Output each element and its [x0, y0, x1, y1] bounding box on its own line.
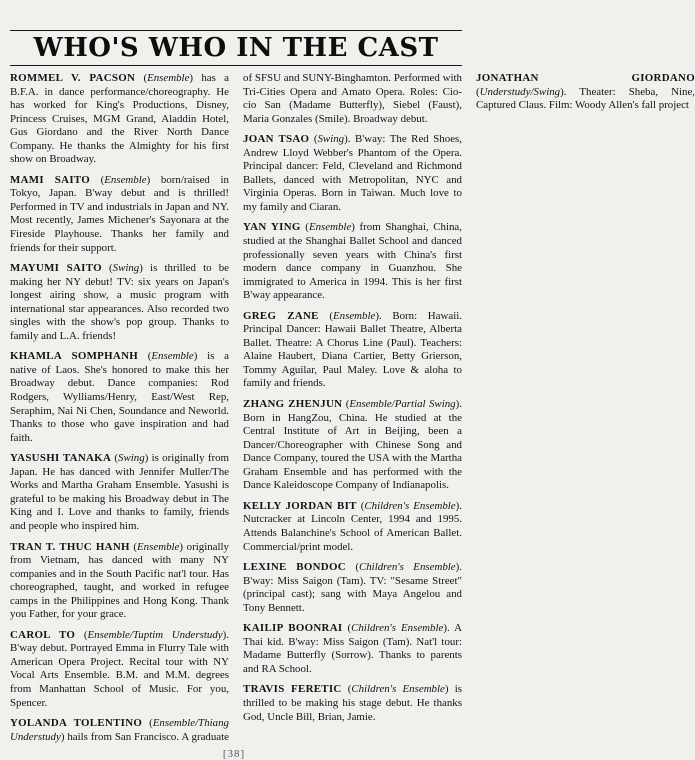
cast-bio-entry: YAN YING (Ensemble) from Shanghai, China, studied at the Shanghai Ballet School and danced professionally seven years with China's first modern dance company in Guanzhou. She immigrated to America in 1994. This is her first B'way appearance.: [243, 221, 462, 302]
cast-member-role: Ensemble: [104, 173, 147, 186]
cast-member-role: Ensemble: [147, 72, 190, 84]
cast-bio-entry: GREG ZANE (Ensemble). Born: Hawaii. Principal Dancer: Hawaii Ballet Theatre, Alberta Ballet. Theatre: A Chorus Line (Paul). Teachers: Alaine Haubert, Diana Cartier, Betty Grierson, Tommy Aguilar, Paul Maley. Love & aloha to family and friends.: [243, 309, 462, 390]
cast-member-bio: has a B.F.A. in dance performance/choreography. He has worked for King's Productions, Disney, Princess Cruises, MGM Grand, Aladdin Hotel, Gus Giordano and the River North Dance Company. He thanks the Almighty for his first show on Broadway.: [10, 72, 229, 166]
top-rule: [10, 30, 462, 31]
cast-member-role: Ensemble/Thiang Understudy: [10, 717, 229, 743]
cast-member-bio: . Nutcracker at Lincoln Center, 1994 and 1995. Attends Balanchine's School of American Ballet. Commercial/print model.: [243, 499, 462, 553]
cast-member-name: CAROL TO: [10, 628, 76, 641]
cast-member-bio: . Born: Hawaii. Principal Dancer: Hawaii Ballet Theatre, Alberta Ballet. Theatre: A Chorus Line (Paul). Teachers: Alaine Haubert, Diana Cartier, Betty Grierson, Tommy Aguilar, Paul Maley. Love & aloha to family and friends.: [243, 309, 462, 390]
cast-member-role: Children's Ensemble: [358, 561, 456, 574]
cast-member-bio: born/raised in Tokyo, Japan. B'way debut and is thrilled! Performed in TV and industrials in Japan and NY. Most recently, James Michener's Sayonara at the Fireside Playhouse. Thanks her family and friends for their support.: [10, 173, 229, 254]
cast-member-role: Swing: [112, 262, 140, 275]
cast-member-bio: is thrilled to be making his stage debut. He thanks God, Uncle Bill, Brian, Jamie.: [243, 683, 462, 723]
cast-member-name: KHAMLA SOMPHANH: [10, 350, 139, 363]
cast-member-role: Swing: [317, 133, 345, 146]
cast-bio-entry: ROMMEL V. PACSON (Ensemble) has a B.F.A. in dance performance/choreography. He has worked for King's Productions, Disney, Princess Cruises, MGM Grand, Aladdin Hotel, Gus Giordano and the River North Dance Company. He thanks the Almighty for his first show on Broadway.: [10, 72, 229, 166]
cast-member-role: Ensemble/Tuptim Understudy: [87, 628, 223, 641]
cast-bio-entry: KAILIP BOONRAI (Children's Ensemble). A Thai kid. B'way: Miss Saigon (Tam). Nat'l tour: Madame Butterfly (Sorrow). Thanks to parents and RA School.: [243, 622, 463, 675]
cast-member-name: YAN YING: [243, 221, 301, 234]
cast-member-bio: . B'way: Miss Saigon (Tam). TV: "Sesame Street"(principal cast); sang with Maya Angelou and Tony Bennett.: [243, 561, 463, 614]
cast-member-bio: . B'way debut. Portrayed Emma in Flurry Tale with American Opera Project. Recital tour with NY Vocal Arts Ensemble. B.M. and M.M. degrees from Manhattan School of Music. For you, Spencer.: [10, 628, 229, 709]
cast-bio-entry: YASUSHI TANAKA (Swing) is originally from Japan. He has danced with Jennifer Muller/The Works and Martha Graham Ensemble. Yasushi is grateful to be making his Broadway debut in The King and I. Love and thanks to family, friends and people who inspired him.: [10, 452, 229, 532]
cast-member-bio: . A Thai kid. B'way: Miss Saigon (Tam). Nat'l tour: Madame Butterfly (Sorrow). Thanks to parents and RA School.: [243, 622, 463, 675]
cast-member-name: YASUSHI TANAKA: [10, 452, 112, 465]
cast-member-role: Ensemble/Partial Swing: [349, 398, 456, 411]
cast-member-name: LEXINE BONDOC: [243, 561, 346, 574]
cast-member-name: ZHANG ZHENJUN: [243, 398, 343, 411]
cast-member-bio: . Theater: Sheba, Nine, Captured Claus. Film: Woody Allen's fall project: [476, 85, 695, 112]
cast-member-bio: . B'way: The Red Shoes, Andrew Lloyd Webber's Phantom of the Opera. Principal dancer: Feld, Cleveland and Richmond Ballets, danced with Metropolitan, NYC and Virginia Operas. Born in Taiwan. Much love to my family and Ciaran.: [243, 133, 462, 213]
cast-member-name: TRAVIS FERETIC: [243, 683, 342, 696]
cast-member-role: Ensemble: [137, 540, 180, 553]
bio-columns: [10, 72, 695, 746]
cast-member-role: Children's Ensemble: [351, 683, 445, 696]
cast-bio-entry: ZHANG ZHENJUN (Ensemble/Partial Swing). Born in HangZou, China. He studied at the Central Institute of Art in Beijing, been a Dancer/Choreographer with Chinese Song and Dance Company, toured the USA with the Martha Graham Ensemble and has performed with the Dance Kaleidoscope Company of Indianapolis.: [243, 398, 462, 492]
cast-member-name: KAILIP BOONRAI: [243, 622, 343, 635]
cast-member-name: ROMMEL V. PACSON: [10, 72, 136, 84]
cast-member-name: JONATHAN GIORDANO: [476, 72, 695, 84]
cast-member-bio: is thrilled to be making her NY debut! TV: six years on Japan's longest airing show, a music program with international star appearances. Also recorded two singles with the show's pop group. Thanks to family and L.A. friends!: [10, 262, 229, 342]
bottom-rule: [10, 65, 462, 66]
cast-bio-entry: KHAMLA SOMPHANH (Ensemble) is a native of Laos. She's honored to make this her Broadway debut. Dance companies: Rod Rodgers, Wylliams/Henry, East/West Rep, Seraphim, Nai Ni Chen, Soundance and Neworld. Thanks to those who gave inspiration and had faith.: [10, 350, 230, 444]
cast-bio-entry: TRAVIS FERETIC (Children's Ensemble) is thrilled to be making his stage debut. He thanks God, Uncle Bill, Brian, Jamie.: [243, 683, 462, 723]
cast-bio-entry: JONATHAN GIORDANO (Understudy/Swing). Theater: Sheba, Nine, Captured Claus. Film: Woody Allen's fall project: [476, 72, 695, 112]
cast-bio-entry: JOAN TSAO (Swing). B'way: The Red Shoes, Andrew Lloyd Webber's Phantom of the Opera. Principal dancer: Feld, Cleveland and Richmond Ballets, danced with Metropolitan, NYC and Virginia Operas. Born in Taiwan. Much love to my family and Ciaran.: [243, 133, 462, 213]
cast-bio-entry: MAYUMI SAITO (Swing) is thrilled to be making her NY debut! TV: six years on Japan's longest airing show, a music program with international star appearances. Also recorded two singles with the show's pop group. Thanks to family and L.A. friends!: [10, 262, 229, 342]
cast-member-name: YOLANDA TOLENTINO: [10, 717, 143, 730]
page-number: [38]: [222, 748, 246, 760]
cast-bio-entry: KELLY JORDAN BIT (Children's Ensemble). Nutcracker at Lincoln Center, 1994 and 1995. Attends Balanchine's School of American Ballet. Commercial/print model.: [243, 499, 462, 553]
cast-member-role: Swing: [118, 452, 145, 465]
cast-member-role: Children's Ensemble: [351, 622, 444, 635]
cast-bio-entry: LEXINE BONDOC (Children's Ensemble). B'way: Miss Saigon (Tam). TV: "Sesame Street"(principal cast); sang with Maya Angelou and Tony Bennett.: [243, 561, 463, 614]
cast-bio-entry: MAMI SAITO (Ensemble) born/raised in Tokyo, Japan. B'way debut and is thrilled! Performed in TV and industrials in Japan and NY. Most recently, James Michener's Sayonara at the Fireside Playhouse. Thanks her family and friends for their support.: [10, 173, 229, 254]
cast-member-bio: . Born in HangZou, China. He studied at the Central Institute of Art in Beijing, been a Dancer/Choreographer with Chinese Song and Dance Company, toured the USA with the Martha Graham Ensemble and has performed with the Dance Kaleidoscope Company of Indianapolis.: [243, 398, 462, 492]
cast-bio-entry: CAROL TO (Ensemble/Tuptim Understudy). B'way debut. Portrayed Emma in Flurry Tale with American Opera Project. Recital tour with NY Vocal Arts Ensemble. B.M. and M.M. degrees from Manhattan School of Music. For you, Spencer.: [10, 628, 229, 709]
cast-member-name: GREG ZANE: [243, 309, 319, 322]
cast-member-role: Ensemble: [332, 309, 376, 322]
cast-member-bio: originally from Vietnam, has danced with many NY companies and in the South Pacific nat'l tour. Has choreographed, taught, and worked in refugee camps in the Philippines and Hong Kong. Thank you Father, for your grace.: [10, 540, 229, 621]
cast-member-bio: is a native of Laos. She's honored to make this her Broadway debut. Dance companies: Rod Rodgers, Wylliams/Henry, East/West Rep, Seraphim, Nai Ni Chen, Soundance and Neworld. Thanks to those who gave inspiration and had faith.: [10, 350, 230, 444]
cast-bio-entry: TRAN T. THUC HANH (Ensemble) originally from Vietnam, has danced with many NY companies and in the South Pacific nat'l tour. Has choreographed, taught, and worked in refugee camps in the Philippines and Hong Kong. Thank you Father, for your grace.: [10, 540, 229, 621]
cast-member-bio: from Shanghai, China, studied at the Shanghai Ballet School and danced professionally seven years with China's first modern dance company in Guanzhou. She immigrated to America in 1994. This is her first B'way appearance.: [243, 221, 462, 302]
cast-member-name: KELLY JORDAN BIT: [243, 499, 357, 512]
cast-member-name: MAMI SAITO: [10, 173, 90, 186]
page-title: WHO'S WHO IN THE CAST: [33, 33, 439, 63]
cast-member-name: JOAN TSAO: [243, 133, 310, 146]
header: [10, 30, 462, 66]
cast-member-role: Understudy/Swing: [479, 85, 561, 98]
cast-member-role: Children's Ensemble: [364, 499, 456, 512]
cast-bio-entry: YOLANDA TOLENTINO (Ensemble/Thiang Understudy) hails from San Francisco. A graduate of SFSU and SUNY-Binghamton. Performed with Tri-Cities Opera and Amato Opera. Roles: Cio-cio San (Madame Butterfly), Siebel (Faust), Maria Gonzales (Smile). Broadway debut.: [10, 72, 462, 743]
cast-member-role: Ensemble: [308, 221, 352, 234]
cast-member-bio: is originally from Japan. He has danced with Jennifer Muller/The Works and Martha Graham Ensemble. Yasushi is grateful to be making his Broadway debut in The King and I. Love and thanks to family, friends and people who inspired him.: [10, 452, 229, 532]
cast-member-name: TRAN T. THUC HANH: [10, 540, 130, 553]
cast-member-name: MAYUMI SAITO: [10, 262, 102, 275]
cast-member-bio: hails from San Francisco. A graduate of SFSU and SUNY-Binghamton. Performed with Tri-Cities Opera and Amato Opera. Roles: Cio-cio San (Madame Butterfly), Siebel (Faust), Maria Gonzales (Smile). Broadway debut.: [64, 72, 462, 743]
cast-member-role: Ensemble: [151, 350, 194, 363]
